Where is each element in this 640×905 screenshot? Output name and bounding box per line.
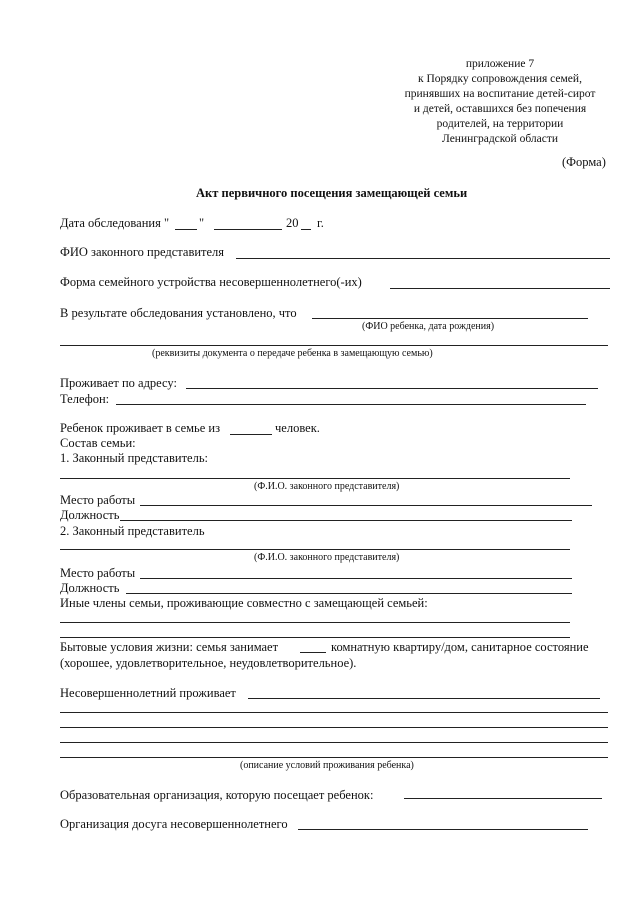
lives-suffix: человек.: [275, 421, 320, 435]
sanitary-state-options: (хорошее, удовлетворительное, неудовлетворительное).: [60, 656, 357, 670]
header-block: [380, 57, 620, 147]
date-quote: ": [199, 216, 205, 230]
family-composition-label: Состав семьи:: [60, 436, 136, 450]
header-line-5: родителей, на территории: [436, 118, 564, 130]
position1-field[interactable]: [120, 520, 572, 521]
phone-label: Телефон:: [60, 392, 110, 406]
position2-field[interactable]: [126, 593, 572, 594]
leisure-field[interactable]: [298, 829, 588, 830]
date-g: г.: [317, 216, 324, 230]
header-line-3: принявших на воспитание детей-сирот: [404, 88, 596, 100]
rep2-fio-field[interactable]: [60, 549, 570, 550]
fio-rep-label: ФИО законного представителя: [60, 245, 225, 259]
lives-label: Ребенок проживает в семье из: [60, 421, 221, 435]
minor-lives-field-3[interactable]: [60, 727, 608, 728]
rep1-label: 1. Законный представитель:: [60, 451, 208, 465]
placement-form-field[interactable]: [390, 288, 610, 289]
minor-lives-label: Несовершеннолетний проживает: [60, 686, 236, 700]
living-conditions-label-2: комнатную квартиру/дом, санитарное состояние: [331, 640, 589, 654]
date-label: Дата обследования ": [60, 216, 170, 230]
rep2-label: 2. Законный представитель: [60, 524, 205, 538]
address-label: Проживает по адресу:: [60, 376, 177, 390]
header-line-6: Ленинградской области: [441, 133, 559, 145]
minor-lives-caption: (описание условий проживания ребенка): [240, 760, 414, 771]
minor-lives-field-5[interactable]: [60, 757, 608, 758]
work2-label: Место работы: [60, 566, 136, 580]
date-day-field[interactable]: [175, 229, 197, 230]
result-label: В результате обследования установлено, что: [60, 306, 297, 320]
minor-lives-field[interactable]: [248, 698, 600, 699]
placement-form-label: Форма семейного устройства несовершеннолетнего(-их): [60, 275, 362, 289]
rep1-caption: (Ф.И.О. законного представителя): [254, 481, 400, 492]
result-caption: (ФИО ребенка, дата рождения): [362, 321, 495, 332]
education-field[interactable]: [404, 798, 602, 799]
result-field[interactable]: [312, 318, 588, 319]
minor-lives-field-4[interactable]: [60, 742, 608, 743]
education-label: Образовательная организация, которую посещает ребенок:: [60, 788, 374, 802]
work1-label: Место работы: [60, 493, 136, 507]
rooms-count-field[interactable]: [300, 652, 326, 653]
phone-field[interactable]: [116, 404, 586, 405]
rep2-caption: (Ф.И.О. законного представителя): [254, 552, 400, 563]
form-label: (Форма): [562, 155, 606, 169]
document-title: Акт первичного посещения замещающей семьи: [196, 186, 468, 200]
rep1-fio-field[interactable]: [60, 478, 570, 479]
other-members-field-1[interactable]: [60, 622, 570, 623]
work1-field[interactable]: [140, 505, 592, 506]
header-line-1: приложение 7: [465, 58, 535, 70]
other-members-field-2[interactable]: [60, 637, 570, 638]
position1-label: Должность: [60, 508, 120, 522]
other-members-label: Иные члены семьи, проживающие совместно с замещающей семьей:: [60, 596, 428, 610]
position2-label: Должность: [60, 581, 120, 595]
leisure-label: Организация досуга несовершеннолетнего: [60, 817, 288, 831]
address-field[interactable]: [186, 388, 598, 389]
document-details-caption: (реквизиты документа о передаче ребенка в замещающую семью): [152, 348, 433, 359]
date-month-field[interactable]: [214, 229, 282, 230]
minor-lives-field-2[interactable]: [60, 712, 608, 713]
date-year-prefix: 20: [286, 216, 299, 230]
header-line-4: и детей, оставшихся без попечения: [413, 103, 587, 115]
date-year-field[interactable]: [301, 229, 311, 230]
living-conditions-label: Бытовые условия жизни: семья занимает: [60, 640, 279, 654]
work2-field[interactable]: [140, 578, 572, 579]
fio-rep-field[interactable]: [236, 258, 610, 259]
header-line-2: к Порядку сопровождения семей,: [418, 73, 582, 85]
family-size-field[interactable]: [230, 434, 272, 435]
document-details-field[interactable]: [60, 345, 608, 346]
